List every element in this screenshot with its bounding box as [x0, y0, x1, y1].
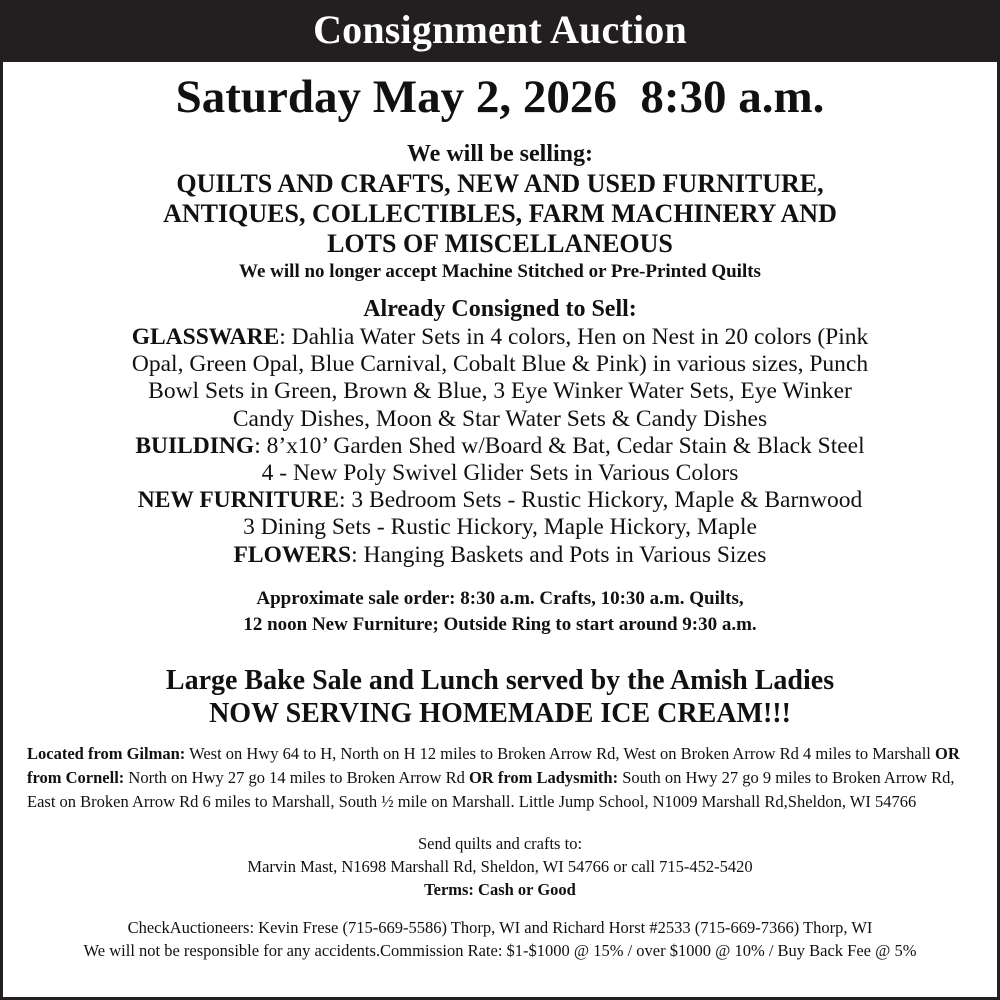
cornell-label: OR from Cornell: — [27, 743, 960, 787]
glassware-line: Bowl Sets in Green, Brown & Blue, 3 Eye Winker Water Sets, Eye Winker — [148, 378, 852, 405]
flowers-label: FLOWERS — [233, 541, 352, 568]
glassware-label: GLASSWARE — [131, 324, 280, 350]
selling-line: LOTS OF MISCELLANEOUS — [327, 229, 673, 258]
building-line: 4 - New Poly Swivel Glider Sets in Various Colors — [261, 460, 739, 487]
send-heading: Send quilts and crafts to: — [417, 833, 583, 853]
bake-sale-line: Large Bake Sale and Lunch served by the Amish Ladies — [165, 664, 835, 696]
sale-order-line: 12 noon New Furniture; Outside Ring to start around 9:30 a.m. — [243, 613, 757, 635]
selling-line: ANTIQUES, COLLECTIBLES, FARM MACHINERY AND — [163, 199, 837, 228]
selling-heading: We will be selling: — [407, 141, 593, 167]
ladysmith-directions: South on Hwy 27 go 9 miles to Broken Arrow Rd, East on Broken Arrow Rd 6 miles to Marshall, South ½ mile on Marshall. Little Jump School, N1009 Marshall Rd,Sheldon, WI 54766 — [27, 767, 955, 811]
selling-line: QUILTS AND CRAFTS, NEW AND USED FURNITURE, — [176, 169, 824, 198]
ladysmith-label: OR from Ladysmith: — [468, 767, 619, 787]
building-label: BUILDING — [135, 432, 255, 459]
banner-title: Consignment Auction — [313, 6, 687, 52]
new-furniture-line: 3 Dining Sets - Rustic Hickory, Maple Hickory, Maple — [243, 514, 757, 541]
consigned-heading: Already Consigned to Sell: — [363, 296, 637, 322]
glassware-line — [3, 324, 997, 351]
glassware-line: Candy Dishes, Moon & Star Water Sets & Candy Dishes — [232, 405, 768, 432]
new-furniture-line — [3, 487, 997, 514]
building-line — [3, 433, 997, 460]
building-text: : 8’x10’ Garden Shed w/Board & Bat, Cedar Stain & Black Steel — [254, 432, 865, 459]
footer-section — [3, 916, 997, 962]
send-quilts-section — [3, 832, 997, 901]
terms-line: Terms: Cash or Good — [424, 879, 576, 899]
flowers-line — [3, 542, 997, 569]
directions-paragraph — [3, 742, 997, 814]
commission-line: We will not be responsible for any accidents.Commission Rate: $1-$1000 @ 15% / over $1000 @ 10% / Buy Back Fee @ 5% — [83, 940, 917, 960]
selling-section — [3, 140, 997, 284]
flowers-text: : Hanging Baskets and Pots in Various Sizes — [351, 541, 767, 568]
glassware-line: Opal, Green Opal, Blue Carnival, Cobalt Blue & Pink) in various sizes, Punch — [131, 351, 869, 378]
consigned-section — [3, 294, 997, 569]
new-furniture-label: NEW FURNITURE — [137, 487, 340, 514]
auction-date: Saturday May 2, 2026 8:30 a.m. — [175, 71, 825, 123]
ice-cream-line: NOW SERVING HOMEMADE ICE CREAM!!! — [209, 697, 791, 729]
auctioneers-line: CheckAuctioneers: Kevin Frese (715-669-5586) Thorp, WI and Richard Horst #2533 (715-669-7366) Thorp, WI — [127, 917, 873, 937]
quilt-notice: We will no longer accept Machine Stitched or Pre-Printed Quilts — [239, 261, 761, 282]
glassware-text: : Dahlia Water Sets in 4 colors, Hen on Nest in 20 colors (Pink — [279, 324, 869, 350]
header-banner — [3, 0, 997, 62]
sale-order-line: Approximate sale order: 8:30 a.m. Crafts, 10:30 a.m. Quilts, — [256, 587, 744, 609]
bake-sale-section — [3, 664, 997, 730]
gilman-label: Located from Gilman: — [27, 743, 186, 763]
gilman-directions: West on Hwy 64 to H, North on H 12 miles to Broken Arrow Rd, West on Broken Arrow Rd 4 miles to Marshall — [185, 743, 935, 763]
cornell-directions: North on Hwy 27 go 14 miles to Broken Arrow Rd — [124, 767, 469, 787]
sale-order-section — [3, 586, 997, 638]
send-address: Marvin Mast, N1698 Marshall Rd, Sheldon, WI 54766 or call 715-452-5420 — [247, 856, 753, 876]
new-furniture-text: : 3 Bedroom Sets - Rustic Hickory, Maple & Barnwood — [339, 487, 863, 514]
